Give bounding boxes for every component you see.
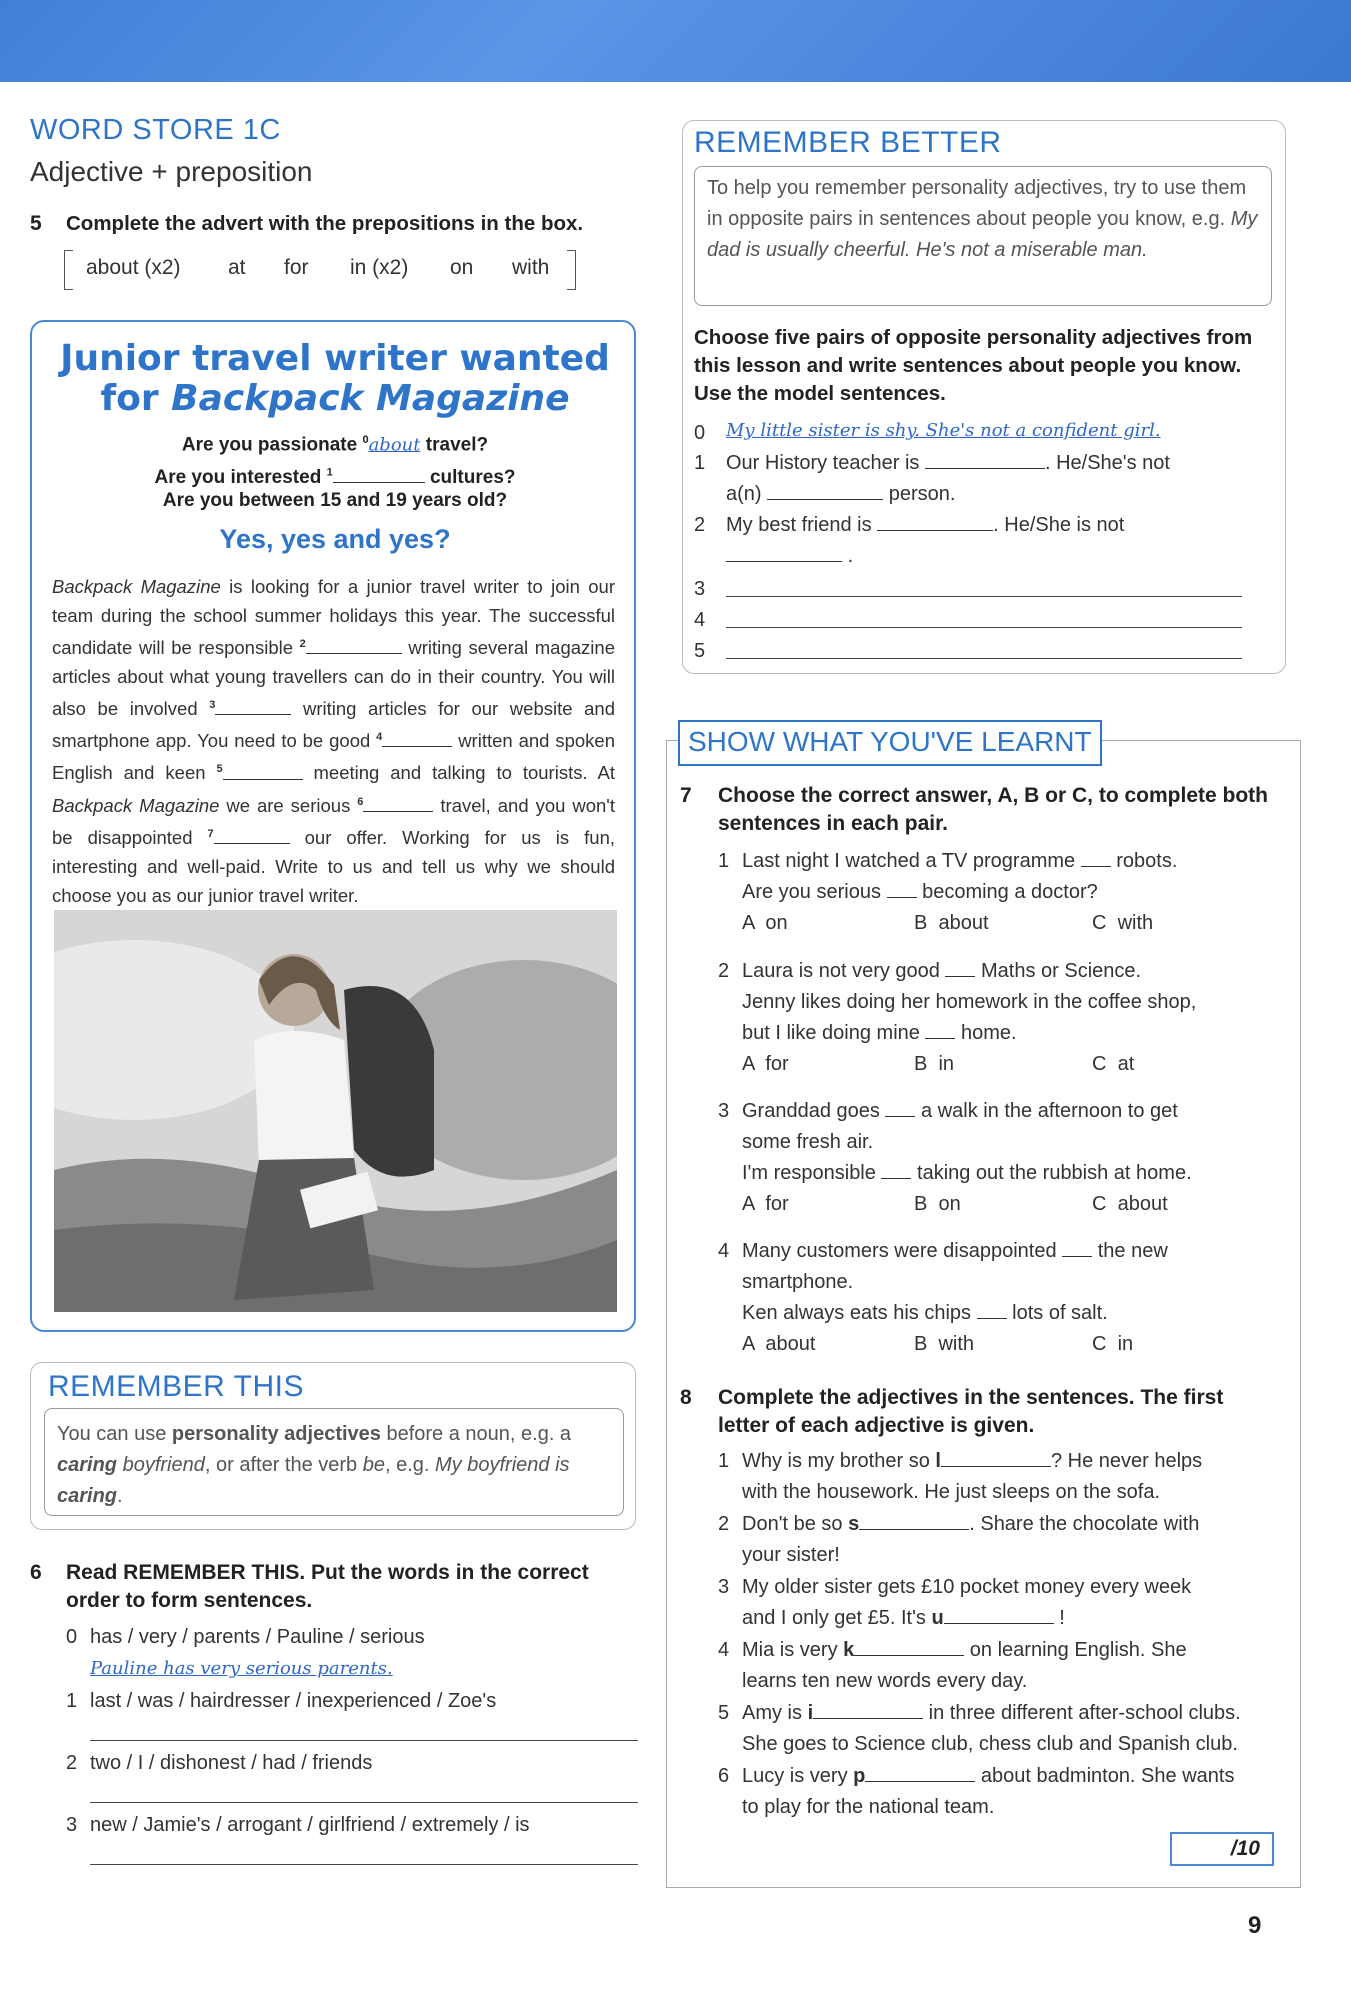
q6-item-0-answer: Pauline has very serious parents. — [90, 1658, 393, 1679]
q7-gap[interactable] — [977, 1300, 1007, 1319]
rb-answer-line-3[interactable] — [726, 596, 1242, 597]
advert-title-line1: Junior travel writer wanted — [60, 338, 610, 379]
q7-item-number: 2 — [718, 960, 730, 982]
q7-gap[interactable] — [945, 958, 975, 977]
blank-1[interactable] — [333, 464, 425, 483]
text-run: our offer. Working for us is fun, interesting and well-paid. Write to us and tell us why we should choose you as our junior travel writer. — [52, 826, 615, 906]
box-word: at — [228, 256, 246, 279]
q8-item-number: 1 — [718, 1450, 730, 1472]
q7-gap[interactable] — [925, 1020, 955, 1039]
q8-item-number: 2 — [718, 1513, 730, 1535]
q6-item-2-words: two / I / dishonest / had / friends — [90, 1752, 373, 1774]
q6-item-1-words: last / was / hairdresser / inexperienced / Zoe's — [90, 1690, 497, 1712]
text-run: , or after the verb — [204, 1454, 363, 1476]
text-run: caring — [57, 1454, 118, 1476]
advert-question-2: Are you between 15 and 19 years old? — [162, 490, 508, 511]
gap-blank[interactable] — [215, 696, 291, 715]
q7-sentence: I'm responsible taking out the rubbish at home. — [742, 1162, 1192, 1184]
text-run: before a noun, e.g. a — [380, 1423, 572, 1445]
rb-line-4-number: 4 — [694, 609, 706, 631]
q7-sentence: Are you serious becoming a doctor? — [742, 881, 1098, 903]
gap-blank[interactable] — [223, 761, 303, 780]
rb-answer-line-5[interactable] — [726, 658, 1242, 659]
rb-item-2-line2: . — [726, 541, 853, 572]
text-run: My dad is usually cheerful. He's not a miserable man. — [707, 208, 1258, 261]
rb-line-3-number: 3 — [694, 578, 706, 600]
hiker-photo — [54, 910, 617, 1312]
rb-item-1-line2: a(n) person. — [726, 483, 956, 505]
gap-number: 2 — [299, 638, 306, 650]
q6-answer-line-3[interactable] — [90, 1864, 638, 1865]
text-run: Backpack Magazine — [52, 794, 220, 816]
q8-item-number: 4 — [718, 1639, 730, 1661]
text-run: writing articles for our website and smartphone app. You need to be good — [52, 698, 615, 752]
text-run: caring — [57, 1485, 118, 1507]
box-word: in (x2) — [350, 256, 409, 279]
q7-item-number: 1 — [718, 850, 730, 872]
q8-sentence: My older sister gets £10 pocket money every week — [742, 1576, 1192, 1598]
q7-sentence: Ken always eats his chips lots of salt. — [742, 1302, 1108, 1324]
q7-instruction: Choose the correct answer, A, B or C, to complete both sentences in each pair. — [718, 784, 1268, 835]
q7-sentence: Granddad goes a walk in the afternoon to get — [742, 1100, 1178, 1122]
q8-gap[interactable] — [859, 1511, 969, 1530]
text-run: You can use — [57, 1423, 172, 1445]
remember-this-text — [57, 1419, 613, 1512]
gap-number: 5 — [216, 763, 223, 776]
q7-sentence: but I like doing mine home. — [742, 1022, 1017, 1044]
q7-item-number: 3 — [718, 1100, 730, 1122]
rb-item-1-number: 1 — [694, 452, 706, 474]
text-run: travel, and you won't be disappointed — [52, 794, 615, 848]
q6-item-2-number: 2 — [66, 1752, 78, 1774]
q7-option[interactable]: A about — [742, 1333, 816, 1355]
q7-gap[interactable] — [887, 879, 917, 898]
q7-sentence: Laura is not very good Maths or Science. — [742, 960, 1142, 982]
advert-yes: Yes, yes and yes? — [219, 524, 451, 554]
text-run: be — [362, 1454, 385, 1476]
gap-number: 3 — [209, 699, 216, 712]
q7-item-number: 4 — [718, 1240, 730, 1262]
remember-better-instruction: Choose five pairs of opposite personality adjectives from this lesson and write sentences about people you know. Use the model sentences. — [694, 326, 1253, 405]
q7-sentence: Jenny likes doing her homework in the coffee shop, — [742, 991, 1197, 1013]
q7-sentence: Many customers were disappointed the new — [742, 1240, 1168, 1262]
advert-question-0: Are you passionate $^0$about travel? — [181, 434, 489, 456]
q8-item-number: 3 — [718, 1576, 730, 1598]
rb-blank[interactable] — [726, 543, 842, 562]
q7-gap[interactable] — [881, 1160, 911, 1179]
q8-sentence: Amy is i in three different after-school clubs. — [742, 1702, 1241, 1724]
q7-option[interactable]: C about — [1092, 1193, 1168, 1215]
q8-number: 8 — [680, 1386, 692, 1409]
text-run: written and spoken English and keen — [52, 730, 615, 784]
q7-option[interactable]: A for — [742, 1053, 789, 1075]
rb-answer-line-4[interactable] — [726, 627, 1242, 628]
word-store-title: WORD STORE 1C — [30, 114, 281, 146]
advert-box — [30, 320, 636, 1332]
hiker-illustration — [54, 910, 617, 1312]
advert-question-1: Are you interested $^1$ cultures? — [32, 464, 638, 489]
preposition-box — [64, 250, 576, 290]
gap-blank[interactable] — [363, 793, 433, 812]
q8-gap[interactable] — [941, 1448, 1051, 1467]
q8-sentence-cont: your sister! — [742, 1544, 840, 1566]
top-banner — [0, 0, 1351, 82]
q6-item-3-number: 3 — [66, 1814, 78, 1836]
q8-sentence: Mia is very k on learning English. She — [742, 1639, 1187, 1661]
q7-option[interactable]: C in — [1092, 1333, 1134, 1355]
q5-number: 5 — [30, 212, 42, 235]
q7-sentence: smartphone. — [742, 1271, 854, 1293]
text-run: boyfriend — [117, 1454, 205, 1476]
show-what-youve-learnt-title: SHOW WHAT YOU'VE LEARNT — [678, 720, 1102, 766]
text-run: writing several magazine articles about what young travellers can do in their country. You will also be involved — [52, 637, 615, 720]
q8-gap[interactable] — [944, 1605, 1054, 1624]
word-store-subtitle: Adjective + preposition — [30, 156, 313, 187]
rb-blank[interactable] — [925, 450, 1045, 469]
remember-this-title: REMEMBER THIS — [48, 1370, 304, 1403]
gap-blank[interactable] — [306, 635, 402, 654]
gap-number: 4 — [376, 731, 383, 744]
text-run: is looking for a junior travel writer to join our team during the school summer holidays this year. The successful candidate will be responsible — [52, 576, 616, 659]
rb-item-2-number: 2 — [694, 514, 706, 536]
q8-sentence-cont: with the housework. He just sleeps on the sofa. — [742, 1481, 1161, 1503]
text-run: Backpack Magazine — [52, 576, 221, 597]
text-run: personality adjectives — [171, 1423, 381, 1445]
text-run: meeting and talking to tourists. At — [302, 762, 615, 784]
q8-sentence-cont: and I only get £5. It's u ! — [742, 1607, 1065, 1629]
text-run: . — [117, 1485, 123, 1507]
q8-sentence: Lucy is very p about badminton. She wants — [742, 1765, 1235, 1787]
box-word: on — [450, 256, 474, 279]
q8-sentence-cont: learns ten new words every day. — [742, 1670, 1028, 1692]
q6-item-0-words: has / very / parents / Pauline / serious — [90, 1626, 425, 1648]
q6-item-1-number: 1 — [66, 1690, 78, 1712]
q7-option[interactable]: B about — [914, 912, 989, 934]
q8-item-number: 6 — [718, 1765, 730, 1787]
page-number: 9 — [1248, 1912, 1262, 1939]
q7-option[interactable]: A for — [742, 1193, 789, 1215]
q5-instruction: Complete the advert with the prepositions in the box. — [66, 212, 584, 235]
rb-blank[interactable] — [767, 481, 883, 500]
rb-item-2-line1: My best friend is . He/She is not — [726, 514, 1125, 536]
advert-body — [52, 572, 615, 910]
text-run: , e.g. — [384, 1454, 436, 1476]
gap-blank[interactable] — [382, 728, 452, 747]
q7-option[interactable]: B in — [914, 1053, 955, 1075]
q6-item-3-words: new / Jamie's / arrogant / girlfriend / extremely / is — [90, 1814, 530, 1836]
q7-option[interactable]: B on — [914, 1193, 961, 1215]
q7-gap[interactable] — [1062, 1238, 1092, 1257]
q7-sentence: Last night I watched a TV programme robots. — [742, 850, 1178, 872]
box-word: with — [512, 256, 550, 279]
q7-option[interactable]: B with — [914, 1333, 975, 1355]
rb-line-5-number: 5 — [694, 640, 706, 662]
q8-sentence-cont: to play for the national team. — [742, 1796, 995, 1818]
gap-number: 7 — [207, 827, 214, 840]
q8-gap[interactable] — [865, 1763, 975, 1782]
text-run: we are serious — [219, 794, 358, 816]
advert-title-line2: for Backpack Magazine — [100, 378, 570, 419]
q7-option[interactable]: C at — [1092, 1053, 1135, 1075]
rb-example-answer: My little sister is shy. She's not a confident girl. — [726, 420, 1161, 441]
rb-example-number: 0 — [694, 422, 706, 444]
rb-item-1-line1: Our History teacher is . He/She's not — [726, 452, 1170, 474]
q6-answer-line-2[interactable] — [90, 1802, 638, 1803]
answer-0: about — [368, 434, 421, 456]
score-box: /10 — [1170, 1832, 1274, 1866]
q8-gap[interactable] — [854, 1637, 964, 1656]
box-word: about (x2) — [86, 256, 181, 279]
q8-sentence: Why is my brother so l ? He never helps — [742, 1450, 1203, 1472]
gap-number: 6 — [357, 795, 364, 808]
remember-better-title: REMEMBER BETTER — [694, 126, 1002, 159]
q6-number: 6 — [30, 1561, 42, 1584]
q7-gap[interactable] — [885, 1098, 915, 1117]
q7-sentence: some fresh air. — [742, 1131, 874, 1153]
text-run: To help you remember personality adjectives, try to use them in opposite pairs in sentences about people you know, e.g. — [707, 177, 1247, 230]
gap-blank[interactable] — [214, 825, 290, 844]
q8-instruction: Complete the adjectives in the sentences. The first letter of each adjective is given. — [718, 1386, 1224, 1437]
q6-answer-line-1[interactable] — [90, 1740, 638, 1741]
q7-option[interactable]: C with — [1092, 912, 1154, 934]
remember-better-inner — [694, 166, 1272, 306]
q8-sentence-cont: She goes to Science club, chess club and Spanish club. — [742, 1733, 1238, 1755]
q8-sentence: Don't be so s . Share the chocolate with — [742, 1513, 1200, 1535]
q8-gap[interactable] — [813, 1700, 923, 1719]
q7-gap[interactable] — [1081, 848, 1111, 867]
q6-instruction: Read REMEMBER THIS. Put the words in the correct order to form sentences. — [66, 1561, 589, 1612]
remember-this-inner — [44, 1408, 624, 1516]
q8-item-number: 5 — [718, 1702, 730, 1724]
text-run: My boyfriend is — [435, 1454, 570, 1476]
q7-number: 7 — [680, 784, 692, 807]
rb-blank[interactable] — [877, 512, 993, 531]
q7-option[interactable]: A on — [742, 912, 788, 934]
q6-item-0-number: 0 — [66, 1626, 78, 1648]
box-word: for — [284, 256, 309, 279]
remember-better-text — [707, 173, 1263, 266]
